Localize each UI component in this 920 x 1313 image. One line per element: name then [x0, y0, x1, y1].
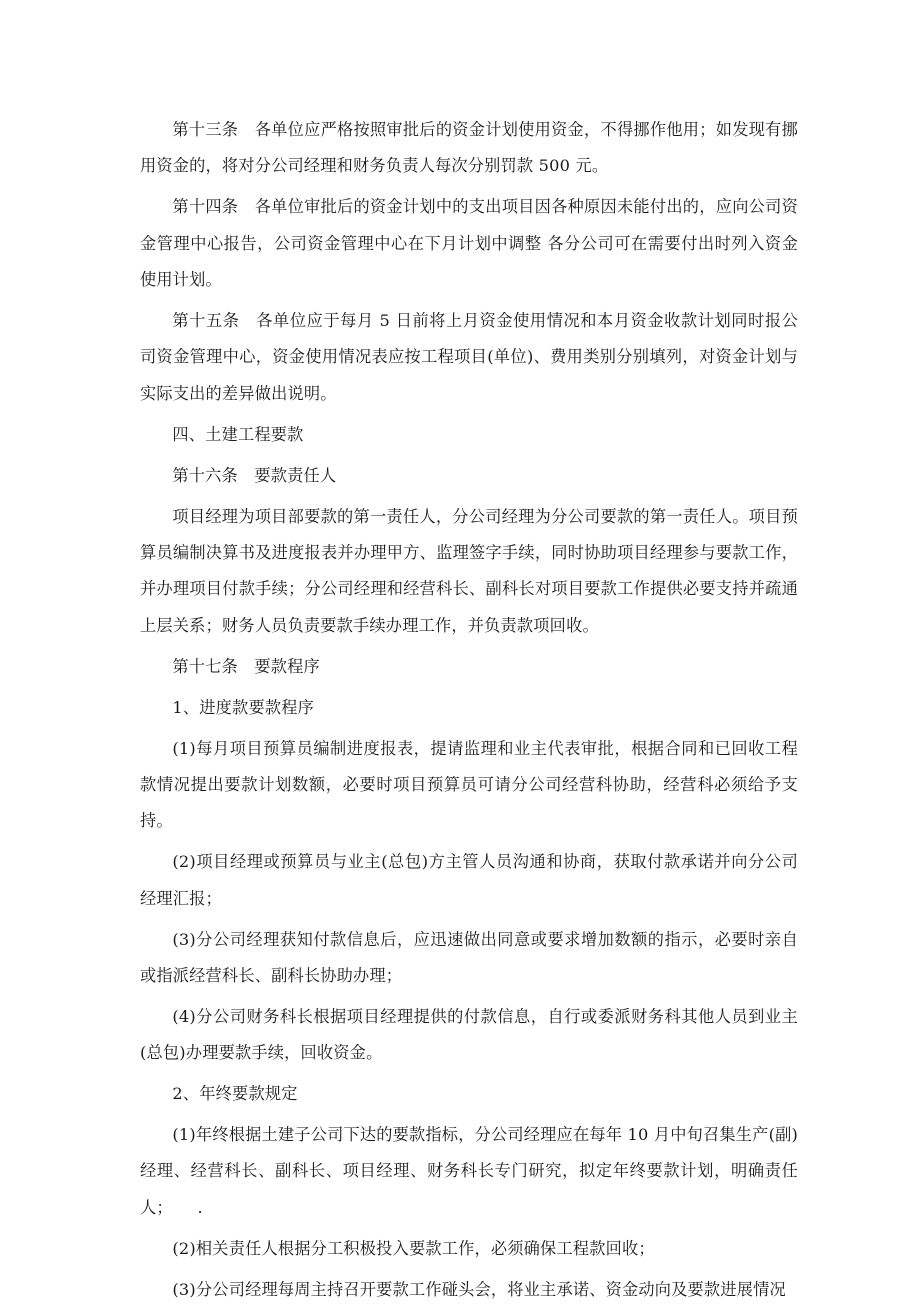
article-17-heading: 第十七条 要款程序 [172, 656, 320, 676]
document-page [140, 112, 798, 1313]
progress-step-2: (2)项目经理或预算员与业主(总包)方主管人员沟通和协商，获取付款承诺并向分公司经理汇报； [140, 852, 798, 908]
year-end-step-2: (2)相关责任人根据分工积极投入要款工作，必须确保工程款回收； [172, 1238, 655, 1258]
article-14: 第十四条 各单位审批后的资金计划中的支出项目因各种原因未能付出的，应向公司资金管理中心报告，公司资金管理中心在下月计划中调整 各分公司可在需要付出时列入资金使用计划。 [140, 197, 798, 290]
article-15: 第十五条 各单位应于每月 5 日前将上月资金使用情况和本月资金收款计划同时报公司资金管理中心，资金使用情况表应按工程项目(单位)、费用类别分别填列，对资金计划与实际支出的差异做出说明。 [140, 311, 798, 403]
subsection-year-end: 2、年终要款规定 [172, 1084, 298, 1104]
subsection-progress-payment: 1、进度款要款程序 [172, 697, 314, 717]
article-16-heading: 第十六条 要款责任人 [172, 465, 337, 485]
article-16-body: 项目经理为项目部要款的第一责任人，分公司经理为分公司要款的第一责任人。项目预算员编制决算书及进度报表并办理甲方、监理签字手续，同时协助项目经理参与要款工作，并办理项目付款手续；分公司经理和经营科长、副科长对项目要款工作提供必要支持并疏通上层关系；财务人员负责要款手续办理工作，并负责款项回收。 [140, 506, 798, 635]
progress-step-3: (3)分公司经理获知付款信息后，应迅速做出同意或要求增加数额的指示，必要时亲自或指派经营科长、副科长协助办理； [140, 929, 798, 985]
section-heading-4: 四、土建工程要款 [172, 424, 304, 444]
article-13: 第十三条 各单位应严格按照审批后的资金计划使用资金，不得挪作他用；如发现有挪用资金的，将对分公司经理和财务负责人每次分别罚款 500 元。 [140, 120, 798, 176]
year-end-step-3: (3)分公司经理每周主持召开要款工作碰头会，将业主承诺、资金动向及要款进展情况 [172, 1279, 786, 1299]
year-end-step-1: (1)年终根据土建子公司下达的要款指标，分公司经理应在每年 10 月中旬召集生产(副)经理、经营科长、副科长、项目经理、财务科长专门研究，拟定年终要款计划，明确责任人； . [140, 1125, 798, 1217]
progress-step-1: (1)每月项目预算员编制进度报表，提请监理和业主代表审批，根据合同和已回收工程款情况提出要款计划数额，必要时项目预算员可请分公司经营科协助，经营科必须给予支持。 [140, 738, 798, 831]
progress-step-4: (4)分公司财务科长根据项目经理提供的付款信息，自行或委派财务科其他人员到业主(总包)办理要款手续，回收资金。 [140, 1006, 798, 1063]
